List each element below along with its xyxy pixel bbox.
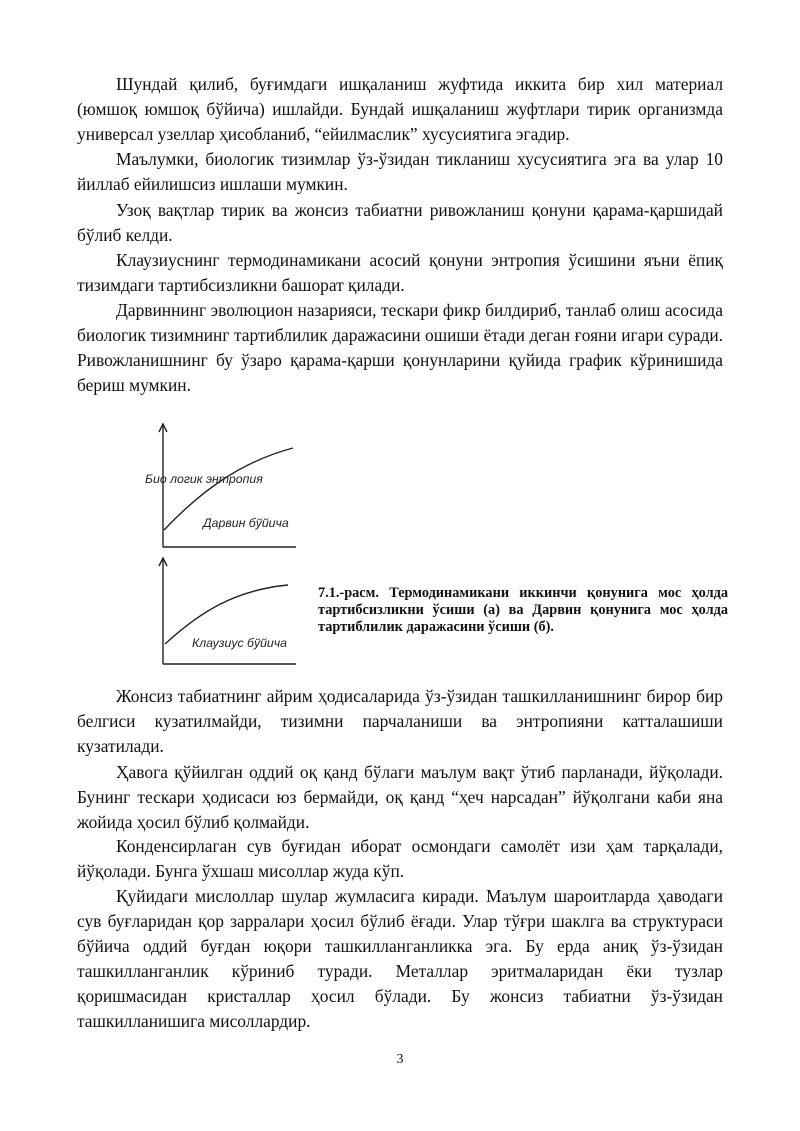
entropy-label: Био логик энтропия bbox=[145, 472, 263, 486]
paragraph-2: Маълумки, биологик тизимлар ўз-ўзидан тикланиш хусусиятига эга ва улар 10 йиллаб ейилишсиз ишлаши мумкин. bbox=[77, 149, 723, 194]
paragraph-6: Жонсиз табиатнинг айрим ҳодисаларида ўз-ўзидан ташкилланишнинг бирор бир белгиси кузатилмайди, тизимни парчаланиши ва энтропияни катталашиши кузатилади. bbox=[77, 686, 723, 756]
paragraph-3: Узоқ вақтлар тирик ва жонсиз табиатни ривожланиш қонуни қарама-қаршидай бўлиб келди. bbox=[77, 200, 723, 245]
clausius-label: Клаузиус бўйича bbox=[192, 636, 287, 650]
figure-caption: 7.1.-расм. Термодинамикани иккинчи қонунига мос ҳолда тартибсизликни ўсиши (а) ва Дарвин қонунига мос ҳолда тартиблилик даражасини ўсиши (б). bbox=[318, 585, 728, 635]
paragraph-8: Конденсирлаган сув буғидан иборат осмондаги самолёт изи ҳам тарқалади, йўқолади. Бунга ўхшаш мисоллар жуда кўп. bbox=[77, 836, 723, 881]
paragraph-7: Ҳавога қўйилган оддий оқ қанд бўлаги маълум вақт ўтиб парланади, йўқолади. Бунинг тескари ҳодисаси юз бермайди, оқ қанд “ҳеч нарсадан” йўқолгани каби яна жойида ҳосил бўлиб қолмайди. bbox=[77, 762, 723, 832]
paragraph-1: Шундай қилиб, буғимдаги ишқаланиш жуфтида иккита бир хил материал (юмшоқ юмшоқ бўйича) ишлайди. Бундай ишқаланиш жуфтлари тирик организмда универсал узеллар ҳисобланиб, “ейилмаслик” хусусиятига эгадир. bbox=[77, 74, 723, 144]
page-number: 3 bbox=[396, 1052, 404, 1067]
darwin-label: Дарвин бўйича bbox=[203, 516, 289, 530]
paragraph-5: Дарвиннинг эволюцион назарияси, тескари фикр билдириб, танлаб олиш асосида биологик тизимнинг тартиблилик даражасини ошиши ётади деган ғояни игари суради. Ривожланишнинг бу ўзаро қарама-қарши қонунларини қуйида график кўринишида бериш мумкин. bbox=[77, 300, 723, 395]
paragraph-9: Қуйидаги мислоллар шулар жумласига киради. Маълум шароитларда ҳаводаги сув буғларидан қор зарралари ҳосил бўлиб ёғади. Улар тўғри шаклга ва структураси бўйича оддий буғдан юқори ташкилланганликка эга. Бу ерда аниқ ўз-ўзидан ташкилланганлик кўриниб туради. Металлар эритмаларидан ёки тузлар қоришмасидан кристаллар ҳосил бўлади. Бу жонсиз табиатни ўз-ўзидан ташкилланишига мисоллардир. bbox=[77, 886, 723, 1031]
paragraph-4: Клаузиуснинг термодинамикани асосий қонуни энтропия ўсишини яъни ёпиқ тизимдаги тартибсизликни башорат қилади. bbox=[77, 250, 723, 295]
